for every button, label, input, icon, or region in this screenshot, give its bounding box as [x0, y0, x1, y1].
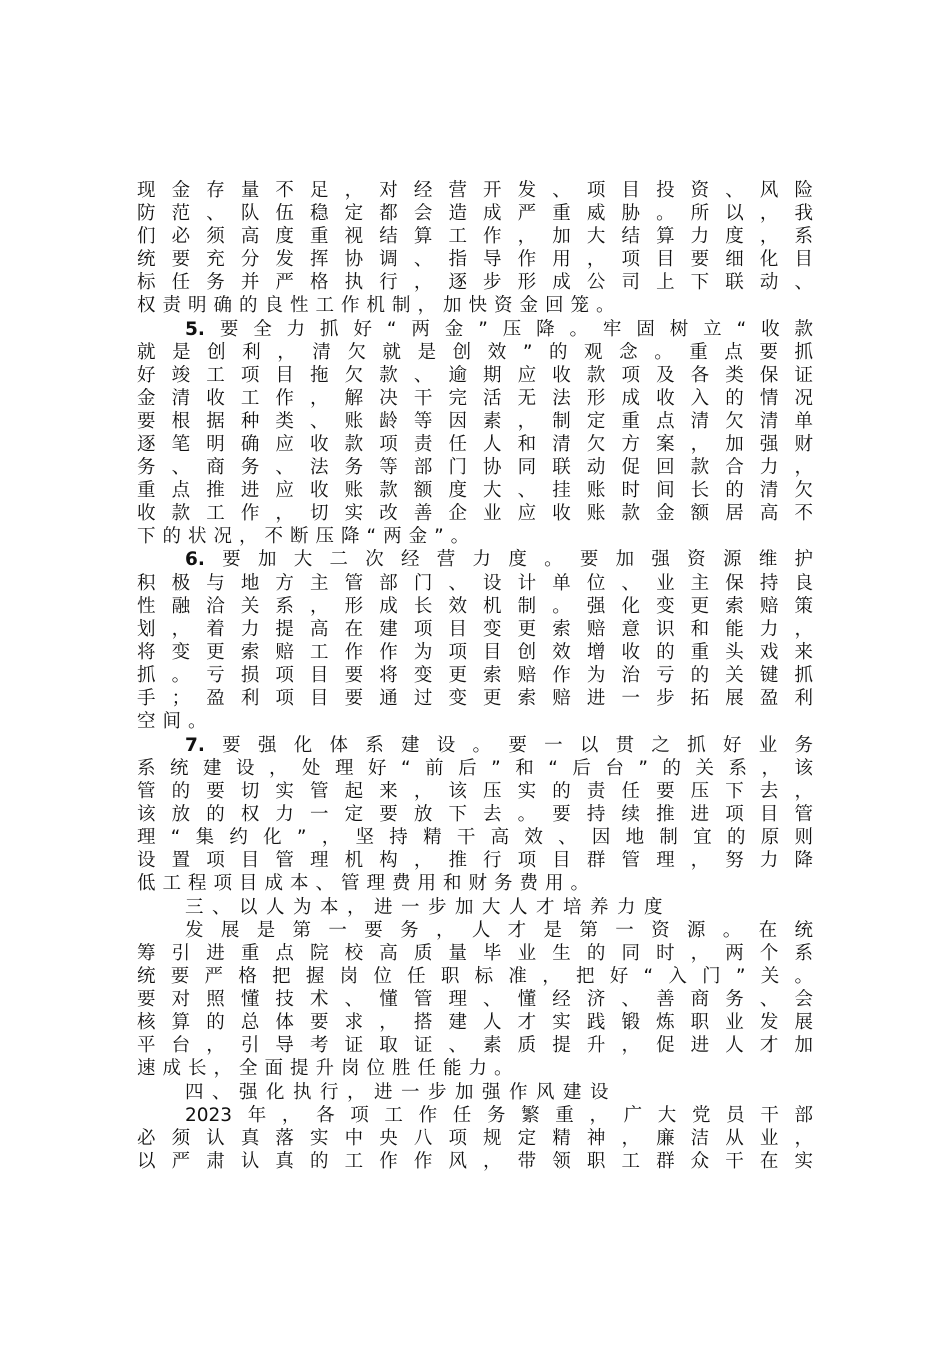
paragraph-last-line: 下的状况，不断压降“两金”。 — [137, 526, 477, 547]
text-line: 必须认真落实中央八项规定精神，廉洁从业， — [137, 1128, 813, 1149]
text-line: 好竣工项目拖欠款、逾期应收款项及各类保证 — [137, 365, 813, 386]
text-line: 就是创利，清欠就是创效”的观念。重点要抓 — [137, 342, 813, 363]
text-line: 以严肃认真的工作作风，带领职工群众干在实 — [137, 1151, 813, 1172]
text-line: 系统建设，处理好“前后”和“后台”的关系，该 — [137, 758, 813, 779]
text-line: 逐笔明确应收款项责任人和清欠方案，加强财 — [137, 434, 813, 455]
text-line: 手；盈利项目要通过变更索赔进一步拓展盈利 — [137, 688, 813, 709]
text-line: 标任务并严格执行，逐步形成公司上下联动、 — [137, 272, 813, 293]
section-heading-3: 三、以人为本，进一步加大人才培养力度 — [185, 897, 672, 918]
paragraph-last-line: 速成长，全面提升岗位胜任能力。 — [137, 1058, 520, 1079]
text-line: 金清收工作，解决干完活无法形成收入的情况 — [137, 388, 813, 409]
text-line: 务、商务、法务等部门协同联动促回款合力， — [137, 457, 813, 478]
text-line: 重点推进应收账款额度大、挂账时间长的清欠 — [137, 480, 813, 501]
paragraph-first-line: 发展是第一要务，人才是第一资源。在统 — [185, 920, 813, 941]
text-line: 抓。亏损项目要将变更索赔作为治亏的关键抓 — [137, 665, 813, 686]
item-heading-text: 要强化体系建设。要一以贯之抓好业务 — [204, 735, 813, 756]
text-line: 筹引进重点院校高质量毕业生的同时，两个系 — [137, 943, 813, 964]
section-heading-4: 四、强化执行，进一步加强作风建设 — [185, 1082, 618, 1103]
paragraph-last-line: 空间。 — [137, 711, 214, 732]
text-line: 理“集约化”，坚持精干高效、因地制宜的原则 — [137, 827, 813, 848]
text-line: 性融洽关系，形成长效机制。强化变更索赔策 — [137, 596, 813, 617]
text-line: 收款工作，切实改善企业应收账款金额居高不 — [137, 503, 813, 524]
text-line: 统要充分发挥协调、指导作用，项目要细化目 — [137, 249, 813, 270]
text-line: 统要严格把握岗位任职标准，把好“入门”关。 — [137, 966, 813, 987]
paragraph-last-line: 权责明确的良性工作机制，加快资金回笼。 — [137, 295, 622, 316]
paragraph-first-line: 2023年，各项工作任务繁重，广大党员干部 — [185, 1105, 813, 1126]
text-line: 要对照懂技术、懂管理、懂经济、善商务、会 — [137, 989, 813, 1010]
text-line: 核算的总体要求，搭建人才实践锻炼职业发展 — [137, 1012, 813, 1033]
item-heading-text: 要全力抓好“两金”压降。牢固树立“收款 — [204, 319, 813, 340]
text-line: 该放的权力一定要放下去。要持续推进项目管 — [137, 804, 813, 825]
text-line: 要根据种类、账龄等因素，制定重点清欠清单 — [137, 411, 813, 432]
text-line: 管的要切实管起来，该压实的责任要压下去， — [137, 781, 813, 802]
item-number: 7. — [185, 735, 205, 756]
text-line: 划，着力提高在建项目变更索赔意识和能力， — [137, 619, 813, 640]
text-line: 将变更索赔工作作为项目创效增收的重头戏来 — [137, 642, 813, 663]
text-line: 积极与地方主管部门、设计单位、业主保持良 — [137, 573, 813, 594]
item-heading-text: 要加大二次经营力度。要加强资源维护 — [204, 549, 813, 570]
item-heading-5 — [185, 318, 813, 341]
item-number: 6. — [185, 549, 205, 570]
item-number: 5. — [185, 319, 205, 340]
text-line: 们必须高度重视结算工作，加大结算力度，系 — [137, 226, 813, 247]
text-line: 设置项目管理机构，推行项目群管理，努力降 — [137, 850, 813, 871]
text-line: 防范、队伍稳定都会造成严重威胁。所以，我 — [137, 203, 813, 224]
paragraph-last-line: 低工程项目成本、管理费用和财务费用。 — [137, 873, 597, 894]
text-line: 现金存量不足，对经营开发、项目投资、风险 — [137, 180, 813, 201]
text-line: 平台，引导考证取证、素质提升，促进人才加 — [137, 1035, 813, 1056]
item-heading-6 — [185, 548, 813, 571]
item-heading-7 — [185, 734, 813, 757]
